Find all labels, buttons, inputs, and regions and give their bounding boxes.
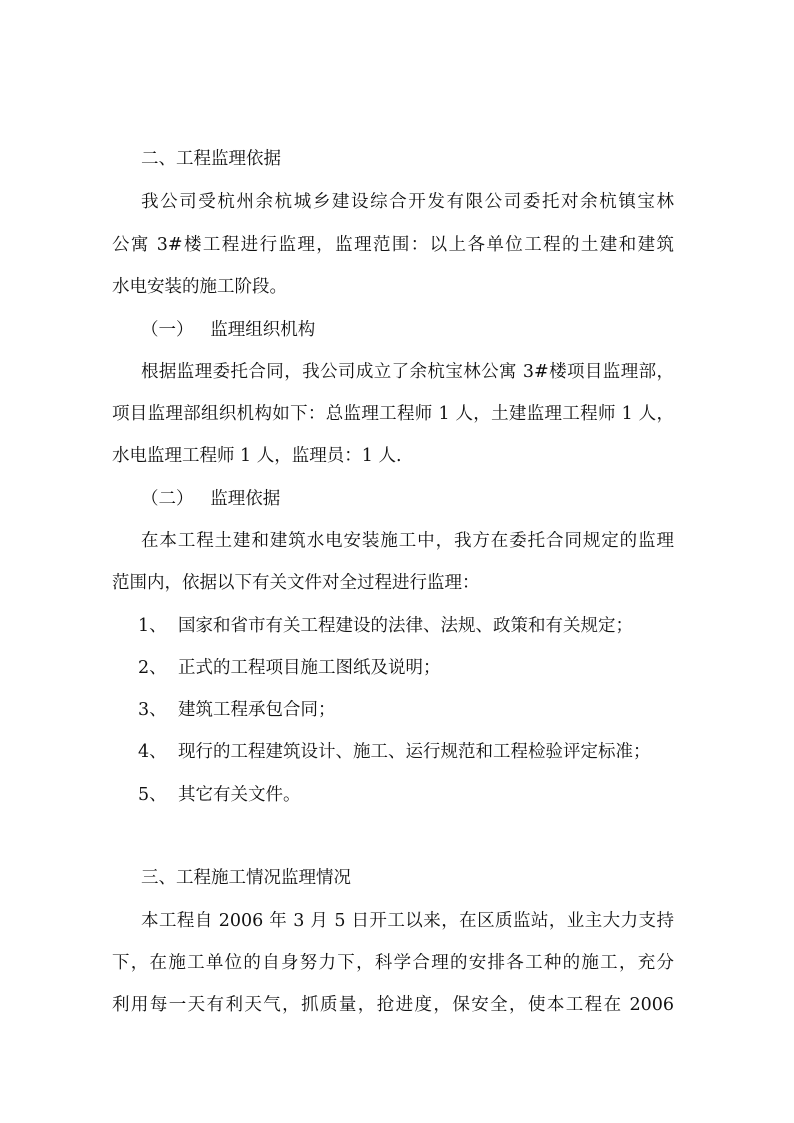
section-2-paragraph-line: 公寓 3#楼工程进行监理，监理范围：以上各单位工程的土建和建筑 bbox=[112, 235, 674, 255]
subsection-2-paragraph-line: 在本工程土建和建筑水电安装施工中，我方在委托合同规定的监理 bbox=[141, 531, 674, 551]
list-item-text: 正式的工程项目施工图纸及说明； bbox=[178, 658, 441, 678]
list-item-text: 现行的工程建筑设计、施工、运行规范和工程检验评定标准； bbox=[178, 742, 651, 762]
section-2-paragraph-line: 水电安装的施工阶段。 bbox=[112, 277, 287, 297]
subsection-1-paragraph-line: 项目监理部组织机构如下：总监理工程师 1 人，土建监理工程师 1 人， bbox=[112, 404, 674, 424]
list-item-number: 5、 bbox=[138, 785, 167, 805]
list-item-number: 3、 bbox=[138, 700, 167, 720]
list-item-text: 国家和省市有关工程建设的法律、法规、政策和有关规定； bbox=[178, 616, 633, 636]
section-3-paragraph-line: 利用每一天有利天气，抓质量，抢进度，保安全，使本工程在 2006 bbox=[112, 995, 674, 1015]
subsection-2-paragraph-line: 范围内，依据以下有关文件对全过程进行监理： bbox=[112, 573, 480, 593]
section-3-paragraph-line: 下，在施工单位的自身努力下，科学合理的安排各工种的施工，充分 bbox=[112, 953, 674, 973]
section-2-paragraph-line: 我公司受杭州余杭城乡建设综合开发有限公司委托对余杭镇宝林 bbox=[141, 192, 674, 212]
section-3-heading: 三、工程施工情况监理情况 bbox=[141, 868, 351, 888]
subsection-1-paragraph-line: 根据监理委托合同，我公司成立了余杭宝林公寓 3#楼项目监理部， bbox=[141, 362, 674, 382]
list-item-number: 4、 bbox=[138, 742, 167, 762]
section-3-paragraph-line: 本工程自 2006 年 3 月 5 日开工以来，在区质监站，业主大力支持 bbox=[141, 911, 674, 931]
subsection-1-paragraph-line: 水电监理工程师 1 人，监理员：1 人. bbox=[112, 446, 402, 466]
list-item-number: 2、 bbox=[138, 658, 167, 678]
subsection-1-heading: （一） 监理组织机构 bbox=[141, 320, 316, 340]
section-2-heading: 二、工程监理依据 bbox=[141, 149, 281, 169]
list-item-number: 1、 bbox=[138, 616, 167, 636]
subsection-2-heading: （二） 监理依据 bbox=[141, 489, 281, 509]
list-item-text: 建筑工程承包合同； bbox=[178, 700, 336, 720]
list-item-text: 其它有关文件。 bbox=[178, 785, 301, 805]
